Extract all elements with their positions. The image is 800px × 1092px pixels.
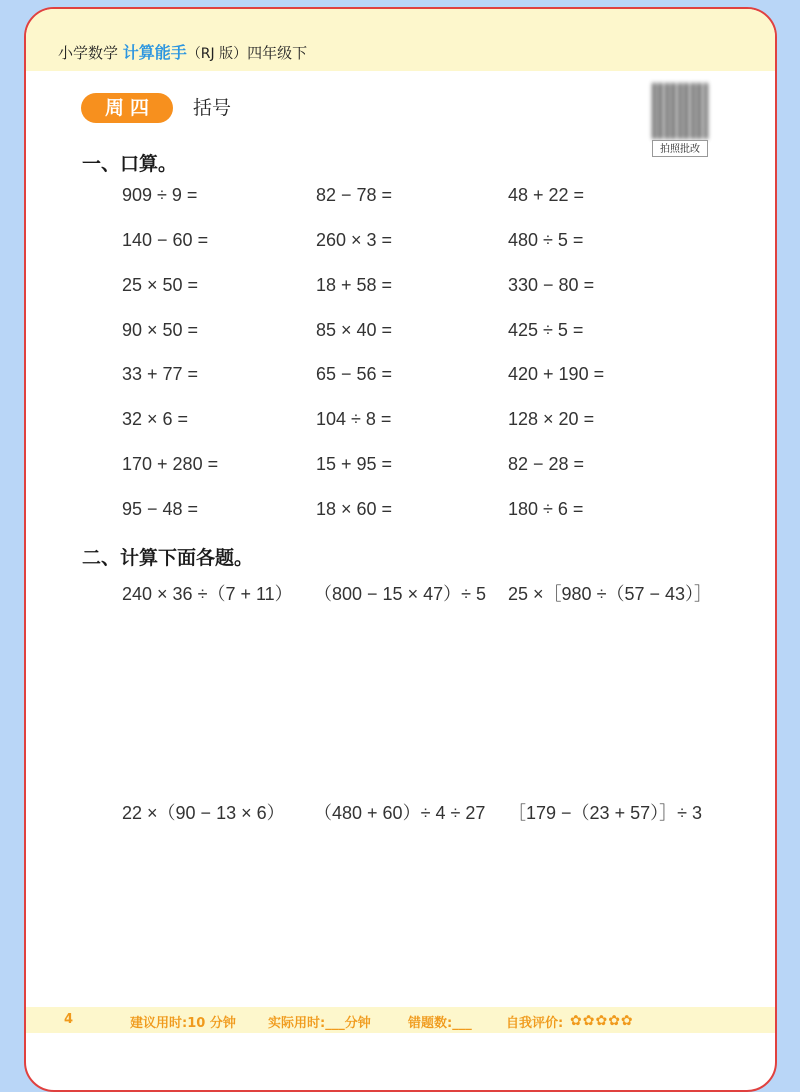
mental-math-item: 420 + 190 = bbox=[508, 364, 605, 385]
section-mental-math-title: 一、口算。 bbox=[82, 153, 178, 175]
calculation-item: 22 ×（90 − 13 × 6） bbox=[122, 803, 285, 823]
photo-grading-label[interactable]: 拍照批改 bbox=[652, 140, 708, 157]
book-title bbox=[58, 40, 307, 63]
calculation-item: ［179 −（23 + 57）］÷ 3 bbox=[508, 803, 702, 823]
rating-stars-icon[interactable]: ✿✿✿✿✿ bbox=[570, 1013, 634, 1029]
mental-math-item: 18 + 58 = bbox=[316, 274, 393, 295]
day-badge: 周四 bbox=[81, 93, 173, 123]
mental-math-item: 95 − 48 = bbox=[122, 498, 199, 519]
mental-math-item: 909 ÷ 9 = bbox=[122, 185, 198, 205]
section-calculation-title: 二、计算下面各题。 bbox=[82, 547, 254, 569]
mental-math-item: 15 + 95 = bbox=[316, 454, 393, 475]
calculation-item: （800 − 15 × 47）÷ 5 bbox=[314, 584, 486, 604]
mental-math-item: 48 + 22 = bbox=[508, 185, 585, 205]
mental-math-item: 128 × 20 = bbox=[508, 409, 595, 430]
self-evaluation-label: 自我评价: bbox=[506, 1016, 564, 1031]
mental-math-item: 65 − 56 = bbox=[316, 364, 393, 385]
mental-math-item: 82 − 28 = bbox=[508, 454, 585, 475]
qr-code-icon[interactable] bbox=[652, 83, 708, 139]
error-count: 错题数:___ bbox=[408, 1016, 472, 1031]
page-number: 4 bbox=[64, 1012, 74, 1027]
mental-math-item: 260 × 3 = bbox=[316, 229, 393, 250]
mental-math-item: 18 × 60 = bbox=[316, 498, 393, 519]
actual-time: 实际用时:___分钟 bbox=[268, 1016, 371, 1031]
calculation-item: 25 ×［980 ÷（57 − 43）］ bbox=[508, 584, 713, 604]
grade-label: 四年级下 bbox=[247, 44, 308, 62]
title-prefix: 小学数学 bbox=[58, 44, 119, 62]
calculation-item: （480 + 60）÷ 4 ÷ 27 bbox=[314, 803, 486, 823]
lesson-topic: 括号 bbox=[193, 97, 232, 119]
mental-math-item: 425 ÷ 5 = bbox=[508, 319, 584, 340]
mental-math-item: 140 − 60 = bbox=[122, 229, 209, 250]
mental-math-item: 480 ÷ 5 = bbox=[508, 229, 584, 250]
mental-math-item: 180 ÷ 6 = bbox=[508, 498, 584, 519]
brand-name: 计算能手 bbox=[122, 43, 187, 62]
mental-math-item: 32 × 6 = bbox=[122, 409, 189, 430]
worksheet-page bbox=[24, 7, 777, 1092]
suggested-time: 建议用时:10 分钟 bbox=[130, 1016, 236, 1031]
mental-math-item: 85 × 40 = bbox=[316, 319, 393, 340]
mental-math-item: 90 × 50 = bbox=[122, 319, 199, 340]
mental-math-item: 25 × 50 = bbox=[122, 274, 199, 295]
mental-math-item: 170 + 280 = bbox=[122, 454, 219, 475]
mental-math-item: 33 + 77 = bbox=[122, 364, 199, 385]
mental-math-item: 104 ÷ 8 = bbox=[316, 409, 392, 430]
mental-math-item: 330 − 80 = bbox=[508, 274, 595, 295]
calculation-item: 240 × 36 ÷（7 + 11） bbox=[122, 584, 293, 604]
edition-label: （RJ 版） bbox=[186, 46, 248, 62]
mental-math-item: 82 − 78 = bbox=[316, 185, 393, 205]
